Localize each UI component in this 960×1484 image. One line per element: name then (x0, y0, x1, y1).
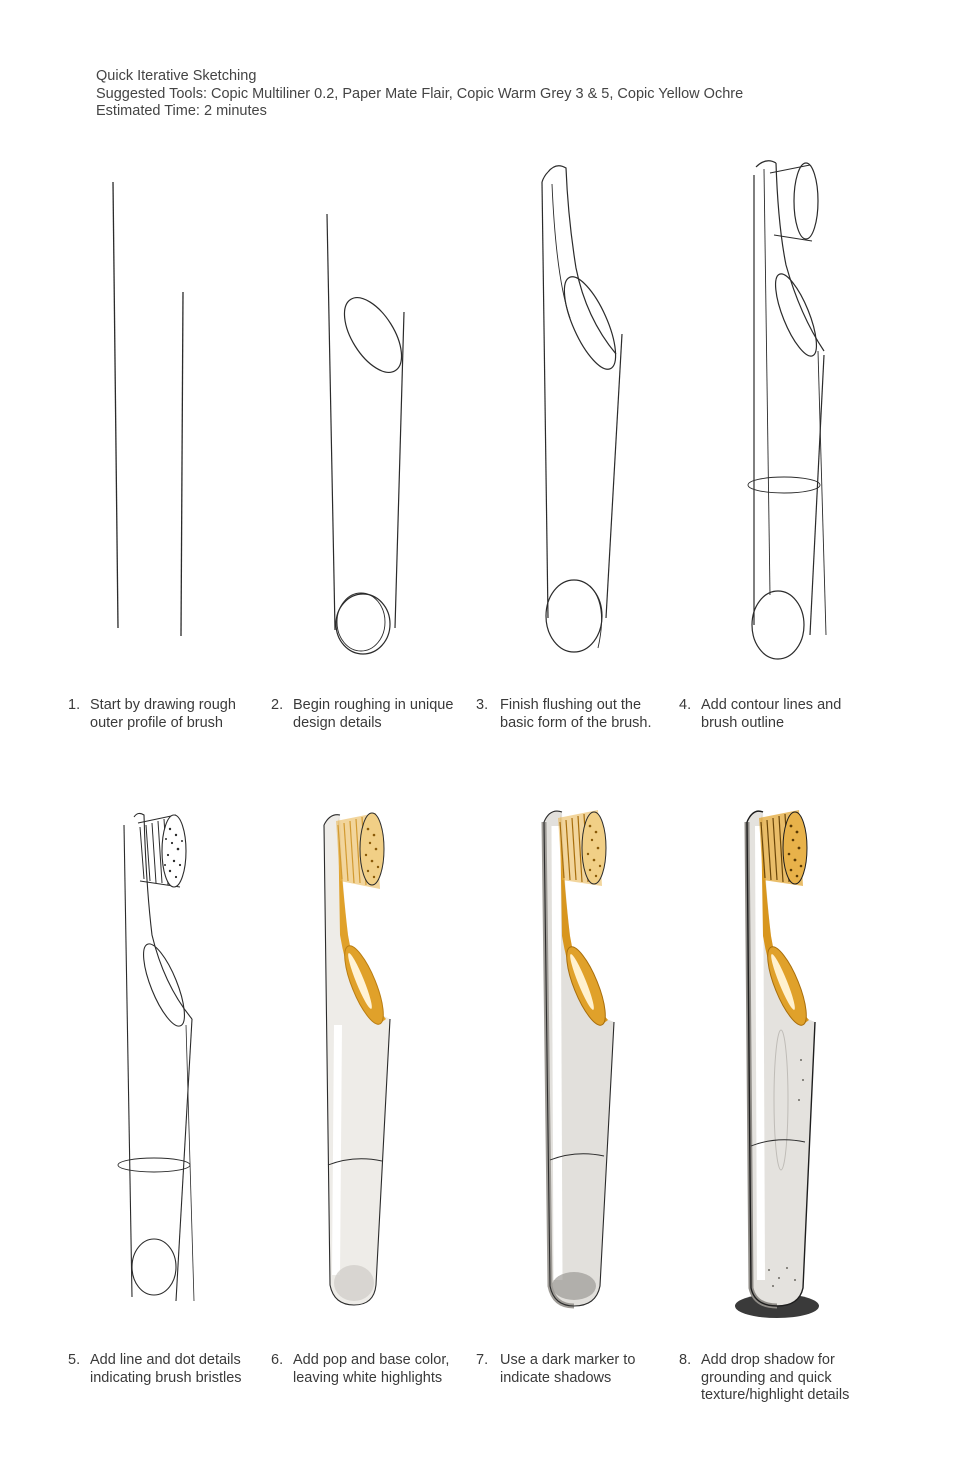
caption-line: basic form of the brush. (500, 714, 652, 731)
sketch-step-2 (300, 200, 500, 670)
caption-line: Add drop shadow for (701, 1352, 835, 1368)
sketch-step-8-drawing (725, 800, 925, 1330)
sketch-step-3 (520, 158, 720, 668)
sketch-step-3-drawing (520, 158, 720, 668)
caption-line: indicate shadows (500, 1369, 612, 1386)
sketch-step-4 (740, 155, 940, 665)
caption-line: leaving white highlights (293, 1369, 443, 1386)
caption-line: Start by drawing rough (90, 697, 236, 713)
sketch-step-7-drawing (520, 800, 720, 1320)
caption-line: Begin roughing in unique (293, 697, 454, 713)
caption-line: brush outline (701, 714, 785, 731)
caption-line: texture/highlight details (701, 1387, 850, 1403)
caption-line: Add line and dot details (90, 1352, 241, 1368)
suggested-tools: Suggested Tools: Copic Multiliner 0.2, Paper Mate Flair, Copic Warm Grey 3 & 5, Copic Yellow Ochre (96, 85, 744, 102)
step-number: 1. (68, 697, 81, 713)
step-number: 6. (271, 1352, 284, 1368)
step-number: 7. (476, 1352, 489, 1368)
sketch-step-6 (310, 805, 510, 1315)
estimated-time: Estimated Time: 2 minutes (96, 103, 267, 119)
caption-line: Add contour lines and (701, 697, 842, 713)
caption-line: indicating brush bristles (90, 1369, 242, 1386)
caption-line: Finish flushing out the (500, 697, 642, 713)
sketch-step-5-drawing (110, 805, 310, 1315)
sketch-step-4-drawing (740, 155, 940, 665)
step-number: 8. (679, 1352, 692, 1368)
sketch-step-7 (520, 800, 720, 1320)
sketch-step-1 (90, 170, 290, 650)
page-title: Quick Iterative Sketching (96, 68, 257, 84)
sketch-step-1-drawing (90, 170, 290, 650)
caption-line: outer profile of brush (90, 714, 223, 731)
sketch-step-6-drawing (310, 805, 510, 1315)
sketch-step-8 (725, 800, 925, 1330)
caption-line: grounding and quick (701, 1369, 832, 1386)
step-number: 4. (679, 697, 692, 713)
page-header (96, 68, 743, 121)
step-number: 3. (476, 697, 489, 713)
sketch-step-5 (110, 805, 310, 1315)
step-number: 5. (68, 1352, 81, 1368)
sketch-step-2-drawing (300, 200, 500, 670)
caption-line: Add pop and base color, (293, 1352, 450, 1368)
step-number: 2. (271, 697, 284, 713)
caption-line: design details (293, 714, 382, 731)
caption-line: Use a dark marker to (500, 1352, 636, 1368)
